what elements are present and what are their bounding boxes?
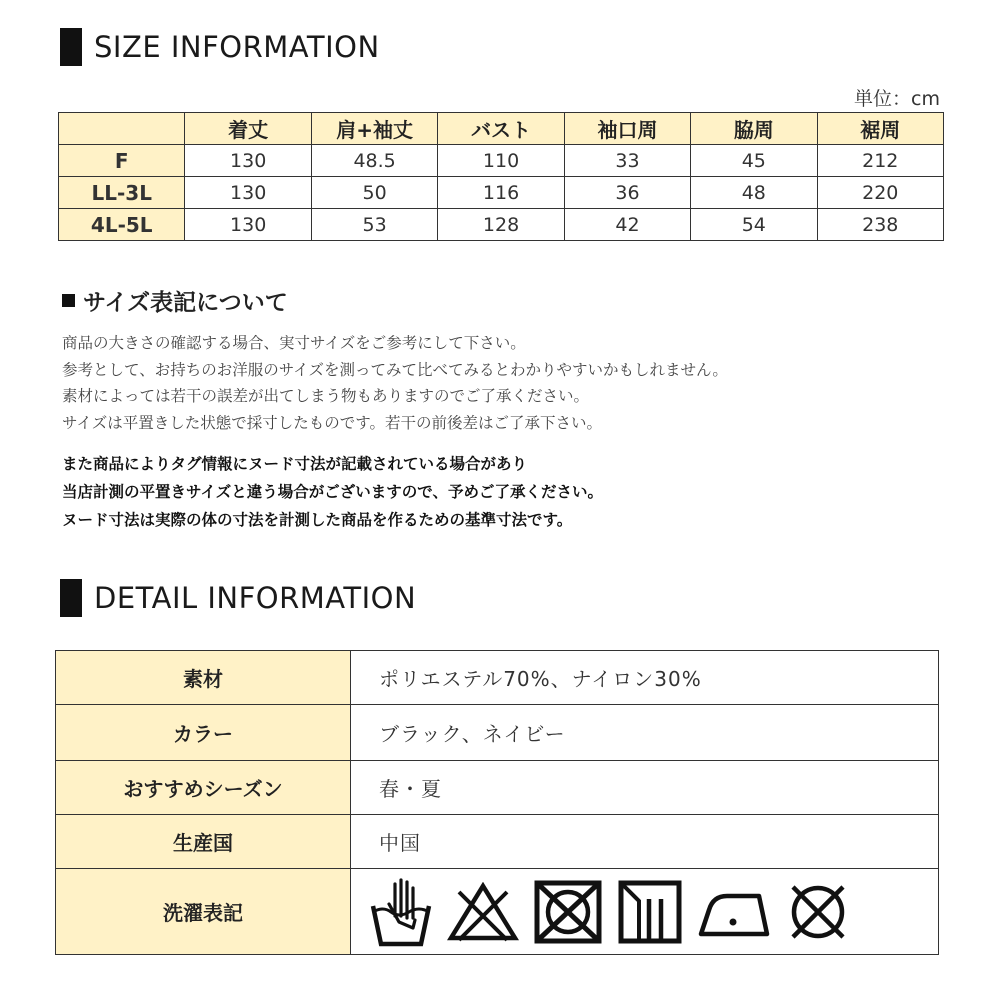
table-cell: 36 xyxy=(564,177,690,209)
row-header: LL-3L xyxy=(59,177,185,209)
detail-label: 洗濯表記 xyxy=(56,869,351,955)
note-line: 商品の大きさの確認する場合、実寸サイズをご参考にして下さい。 xyxy=(62,334,526,352)
do-not-dry-clean-icon xyxy=(785,879,851,945)
detail-row xyxy=(56,651,939,705)
table-row xyxy=(59,177,944,209)
note-bold-line: ヌード寸法は実際の体の寸法を計測した商品を作るための基準寸法です。 xyxy=(62,511,573,529)
size-heading-text: SIZE INFORMATION xyxy=(94,30,380,64)
size-table xyxy=(58,112,944,241)
detail-value: 中国 xyxy=(351,815,939,869)
table-cell: 50 xyxy=(311,177,437,209)
row-header: F xyxy=(59,145,185,177)
detail-information-heading xyxy=(60,578,416,618)
size-notes-title-text: サイズ表記について xyxy=(83,290,288,316)
do-not-tumble-dry-icon xyxy=(533,879,603,945)
column-header: 袖口周 xyxy=(564,113,690,145)
size-notes-body xyxy=(62,330,728,436)
table-row xyxy=(59,145,944,177)
do-not-bleach-icon xyxy=(447,882,519,942)
table-cell: 42 xyxy=(564,209,690,241)
heading-bar xyxy=(60,28,82,66)
detail-heading-text: DETAIL INFORMATION xyxy=(94,581,417,615)
detail-label: カラー xyxy=(56,705,351,761)
note-bold-line: 当店計測の平置きサイズと違う場合がございますので、予めご了承ください。 xyxy=(62,483,603,501)
row-header: 4L-5L xyxy=(59,209,185,241)
size-information-heading xyxy=(60,27,380,67)
table-cell: 130 xyxy=(185,177,311,209)
hand-wash-icon xyxy=(369,876,433,948)
note-line: 参考として、お持ちのお洋服のサイズを測ってみて比べてみるとわかりやすいかもしれません。 xyxy=(62,360,728,379)
detail-label: 生産国 xyxy=(56,815,351,869)
detail-row-care xyxy=(56,869,939,955)
size-notes-title xyxy=(62,284,288,317)
unit-label: 単位：cm xyxy=(854,88,940,110)
note-line: 素材によっては若干の誤差が出てしまう物もありますのでご了承ください。 xyxy=(62,387,590,405)
detail-value: ブラック、ネイビー xyxy=(351,705,939,761)
size-table-header-row xyxy=(59,113,944,145)
iron-low-icon xyxy=(697,886,771,938)
table-cell: 238 xyxy=(817,209,944,241)
heading-bar xyxy=(60,579,82,617)
table-cell: 116 xyxy=(438,177,564,209)
column-header: 着丈 xyxy=(185,113,311,145)
table-cell: 220 xyxy=(817,177,944,209)
table-cell: 130 xyxy=(185,145,311,177)
care-icons-cell xyxy=(351,869,939,955)
table-cell: 128 xyxy=(438,209,564,241)
size-table-corner xyxy=(59,113,185,145)
detail-table xyxy=(55,650,939,955)
detail-value: 春・夏 xyxy=(351,761,939,815)
bullet-square-icon xyxy=(62,294,75,307)
table-cell: 48 xyxy=(691,177,817,209)
table-cell: 45 xyxy=(691,145,817,177)
note-bold-line: また商品によりタグ情報にヌード寸法が記載されている場合があり xyxy=(62,455,528,473)
table-cell: 48.5 xyxy=(311,145,437,177)
detail-label: 素材 xyxy=(56,651,351,705)
table-cell: 54 xyxy=(691,209,817,241)
care-icons xyxy=(363,876,938,948)
table-row xyxy=(59,209,944,241)
detail-value: ポリエステル70%、ナイロン30% xyxy=(351,651,939,705)
column-header: 肩+袖丈 xyxy=(311,113,437,145)
table-cell: 212 xyxy=(817,145,944,177)
table-cell: 110 xyxy=(438,145,564,177)
column-header: 裾周 xyxy=(817,113,944,145)
table-cell: 53 xyxy=(311,209,437,241)
size-notes-bold xyxy=(62,450,603,534)
detail-label: おすすめシーズン xyxy=(56,761,351,815)
table-cell: 33 xyxy=(564,145,690,177)
column-header: バスト xyxy=(438,113,564,145)
line-dry-shade-icon xyxy=(617,879,683,945)
column-header: 脇周 xyxy=(691,113,817,145)
detail-row xyxy=(56,761,939,815)
detail-row xyxy=(56,815,939,869)
table-cell: 130 xyxy=(185,209,311,241)
detail-row xyxy=(56,705,939,761)
note-line: サイズは平置きした状態で採寸したものです。若干の前後差はご了承下さい。 xyxy=(62,413,603,432)
